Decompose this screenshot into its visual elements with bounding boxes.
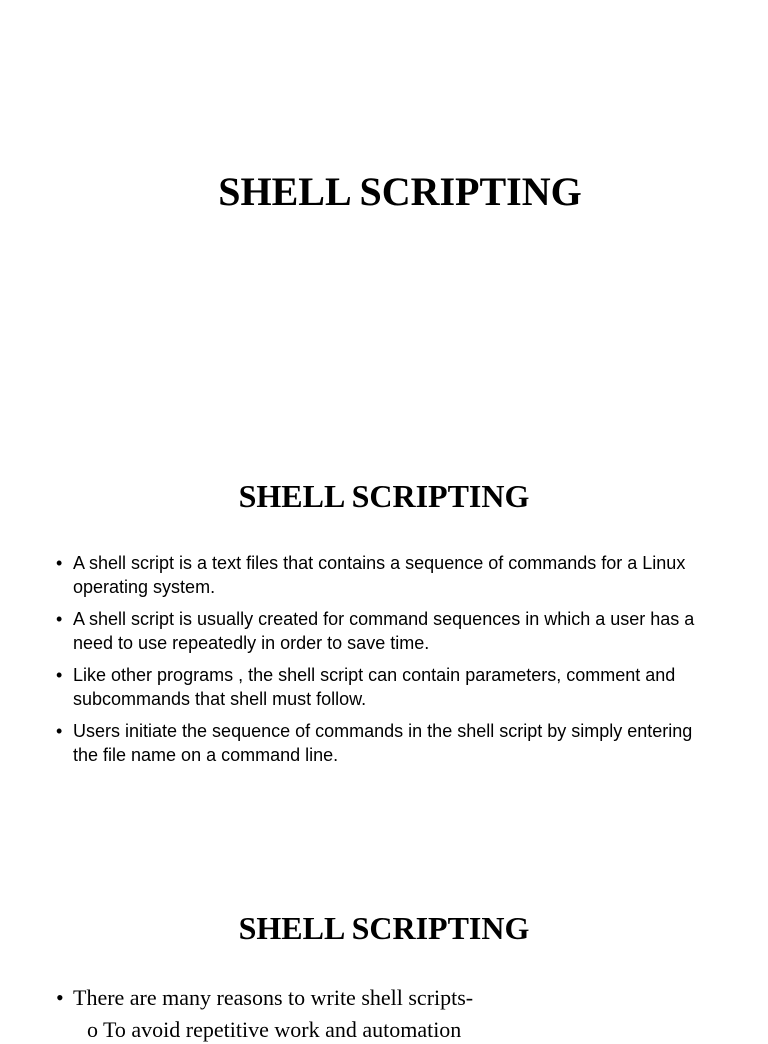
bullet-item: [56, 607, 716, 655]
bullet-icon: •: [56, 985, 64, 1010]
bullet-item: [56, 984, 716, 1044]
bullet-icon: •: [56, 609, 63, 629]
bullet-list: [56, 551, 716, 775]
slide-title: SHELL SCRIPTING: [238, 478, 530, 514]
bullet-icon: •: [56, 553, 63, 573]
bullet-text: There are many reasons to write shell scripts-: [73, 985, 474, 1010]
bullet-text: Like other programs , the shell script can contain parameters, comment and subcommands that shell must follow.: [73, 665, 676, 709]
bullet-item: [56, 663, 716, 711]
bullet-item: [56, 551, 716, 599]
bullet-list: [56, 984, 716, 1044]
bullet-icon: •: [56, 665, 63, 685]
bullet-item: [56, 719, 716, 767]
bullet-text: A shell script is usually created for command sequences in which a user has a need to use repeatedly in order to save time.: [73, 609, 695, 653]
bullet-text: Users initiate the sequence of commands in the shell script by simply entering the file name on a command line.: [73, 721, 693, 765]
bullet-icon: •: [56, 721, 63, 741]
sub-bullet-text: To avoid repetitive work and automation: [103, 1017, 462, 1042]
bullet-text: A shell script is a text files that contains a sequence of commands for a Linux operating system.: [73, 553, 686, 597]
slide-title: SHELL SCRIPTING: [218, 169, 582, 214]
sub-bullet-icon: o: [87, 1017, 98, 1042]
sub-bullet-item: [73, 1016, 716, 1044]
slide-title: SHELL SCRIPTING: [238, 910, 530, 946]
